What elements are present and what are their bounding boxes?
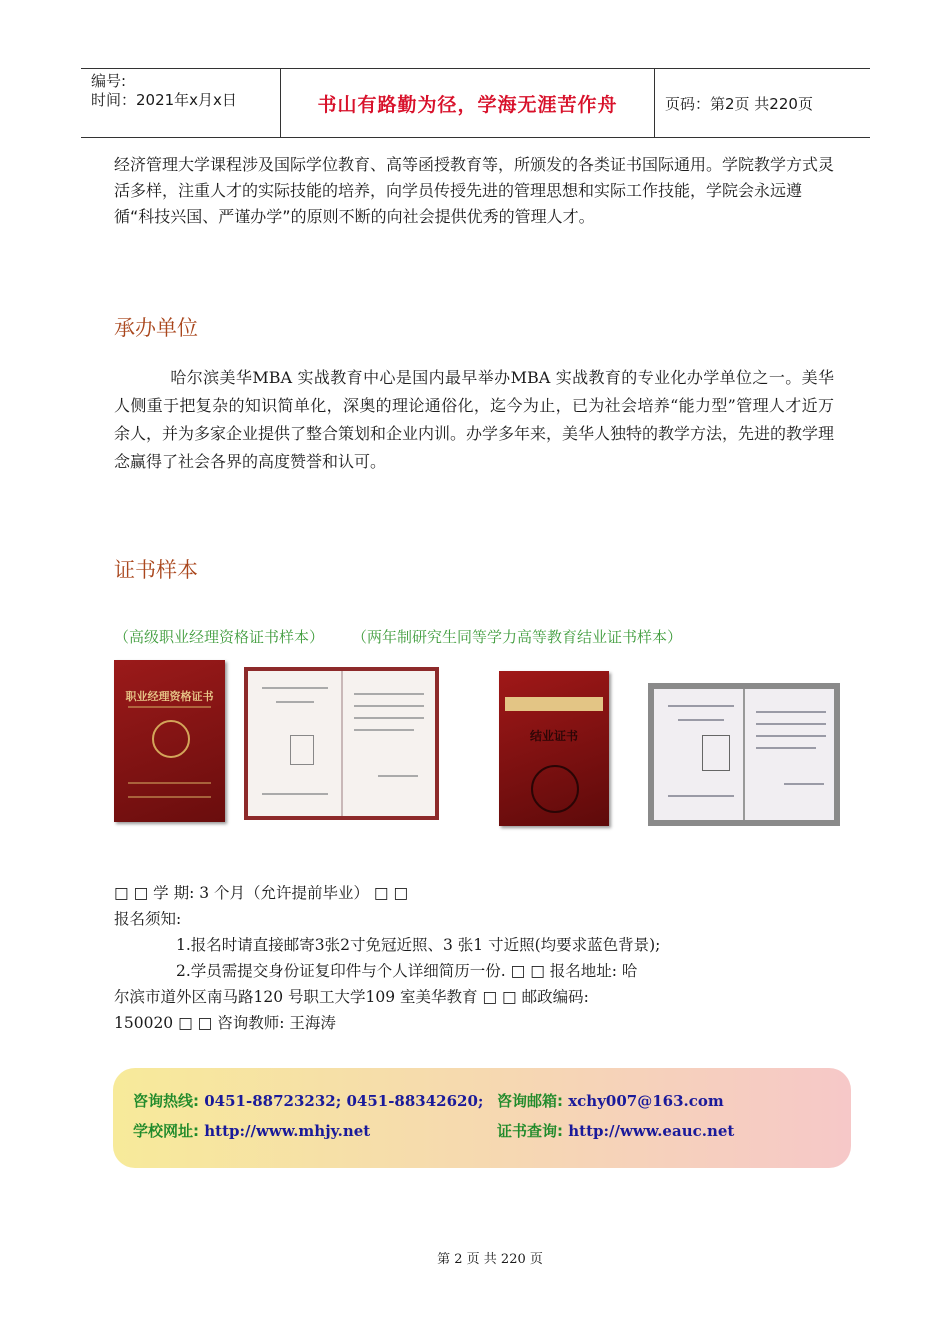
- cert1-line: [128, 782, 211, 784]
- notes-item-2a: 2.学员需提交身份证复印件与个人详细简历一份. □ □ 报名地址: 哈: [176, 962, 638, 980]
- host-body-text: 哈尔滨美华MBA 实战教育中心是国内最早举办MBA 实战教育的专业化办学单位之一。美华人侧重于把复杂的知识简单化，深奥的理论通俗化，迄今为止，已为社会培养“能力型”管理人才近万余人，并为多家企业提供了整合策划和企业内训。办学多年来，美华人独特的教学方法，先进的教学理念赢得了社会各界的高度赞誉和认可。: [114, 368, 835, 471]
- site-label: 学校网址:: [133, 1122, 199, 1140]
- contact-box: [113, 1068, 851, 1168]
- query-label: 证书查询:: [497, 1122, 563, 1140]
- notes-apply-label: 报名须知:: [114, 910, 182, 928]
- cert1-seal-icon: [152, 720, 190, 758]
- cert-image-graduate-inside: [648, 683, 840, 826]
- page-header: [81, 68, 870, 138]
- cert4-line: [756, 711, 826, 713]
- cert2-photo-icon: [290, 735, 314, 765]
- cert2-line: [262, 687, 328, 689]
- cert3-seal-icon: [531, 765, 579, 813]
- cert2-line: [354, 693, 424, 695]
- section-host-title: 承办单位: [114, 316, 198, 340]
- cert1-title: 职业经理资格证书: [125, 690, 214, 703]
- hotline-value: 0451-88723232; 0451-88342620;: [204, 1092, 484, 1110]
- page-footer: 第 2 页 共 220 页: [437, 1252, 543, 1267]
- notes-item-1: 1.报名时请直接邮寄3张2寸免冠近照、3 张1 寸近照(均要求蓝色背景);: [176, 936, 661, 954]
- section-cert-title: 证书样本: [114, 558, 198, 582]
- header-meta: [81, 69, 281, 137]
- cert4-line: [756, 747, 816, 749]
- cert2-line: [354, 705, 424, 707]
- query-link[interactable]: http://www.eauc.net: [568, 1122, 735, 1140]
- notes-item-2b: 尔滨市道外区南马路120 号职工大学109 室美华教育 □ □ 邮政编码:: [114, 988, 589, 1006]
- cert1-line: [128, 796, 211, 798]
- cert2-line: [276, 701, 314, 703]
- notes-term: □ □ 学 期: 3 个月（允许提前毕业） □ □: [114, 884, 409, 902]
- cert2-line: [354, 717, 424, 719]
- contact-row-2b: [497, 1120, 734, 1141]
- cert4-line: [756, 735, 826, 737]
- cert4-line: [784, 783, 824, 785]
- header-number: 编号:: [91, 72, 127, 90]
- email-value: xchy007@163.com: [568, 1092, 724, 1110]
- cert4-fold: [743, 689, 745, 820]
- contact-row-2: [133, 1120, 370, 1141]
- notes-item-2c: 150020 □ □ 咨询教师: 王海涛: [114, 1014, 336, 1032]
- hotline-label: 咨询热线:: [133, 1092, 199, 1110]
- enrollment-notes: [114, 880, 834, 1036]
- cert-image-manager-cover: [114, 660, 225, 822]
- header-motto: 书山有路勤为径，学海无涯苦作舟: [281, 69, 655, 137]
- header-page: 页码：第2页 共220页: [665, 94, 813, 113]
- cert4-line: [678, 719, 724, 721]
- cert3-title: 结业证书: [529, 729, 578, 743]
- cert2-line: [262, 793, 328, 795]
- contact-row-1: [133, 1090, 483, 1111]
- email-label: 咨询邮箱:: [497, 1092, 563, 1110]
- contact-row-1b: [497, 1090, 724, 1111]
- section-host-body: [114, 364, 834, 476]
- header-time: 时间：2021年x月x日: [91, 91, 237, 109]
- cert2-line: [354, 729, 414, 731]
- cert2-fold: [341, 671, 343, 816]
- cert-caption-1: （高级职业经理资格证书样本）: [114, 628, 325, 646]
- intro-paragraph: 经济管理大学课程涉及国际学位教育、高等函授教育等，所颁发的各类证书国际通用。学院教学方式灵活多样，注重人才的实际技能的培养，向学员传授先进的管理思想和实际工作技能，学院会永远遵循“科技兴国、严谨办学”的原则不断的向社会提供优秀的管理人才。: [114, 155, 835, 226]
- cert-caption-2: （两年制研究生同等学力高等教育结业证书样本）: [352, 628, 683, 646]
- cert-image-manager-inside: [244, 667, 439, 820]
- cert4-line: [668, 705, 734, 707]
- cert4-line: [668, 795, 734, 797]
- cert2-line: [378, 775, 418, 777]
- cert4-line: [756, 723, 826, 725]
- cert4-photo-icon: [702, 735, 730, 771]
- cert1-line: [128, 706, 211, 708]
- cert-image-graduate-cover: [499, 671, 609, 826]
- cert3-band: [505, 697, 603, 711]
- site-link[interactable]: http://www.mhjy.net: [204, 1122, 371, 1140]
